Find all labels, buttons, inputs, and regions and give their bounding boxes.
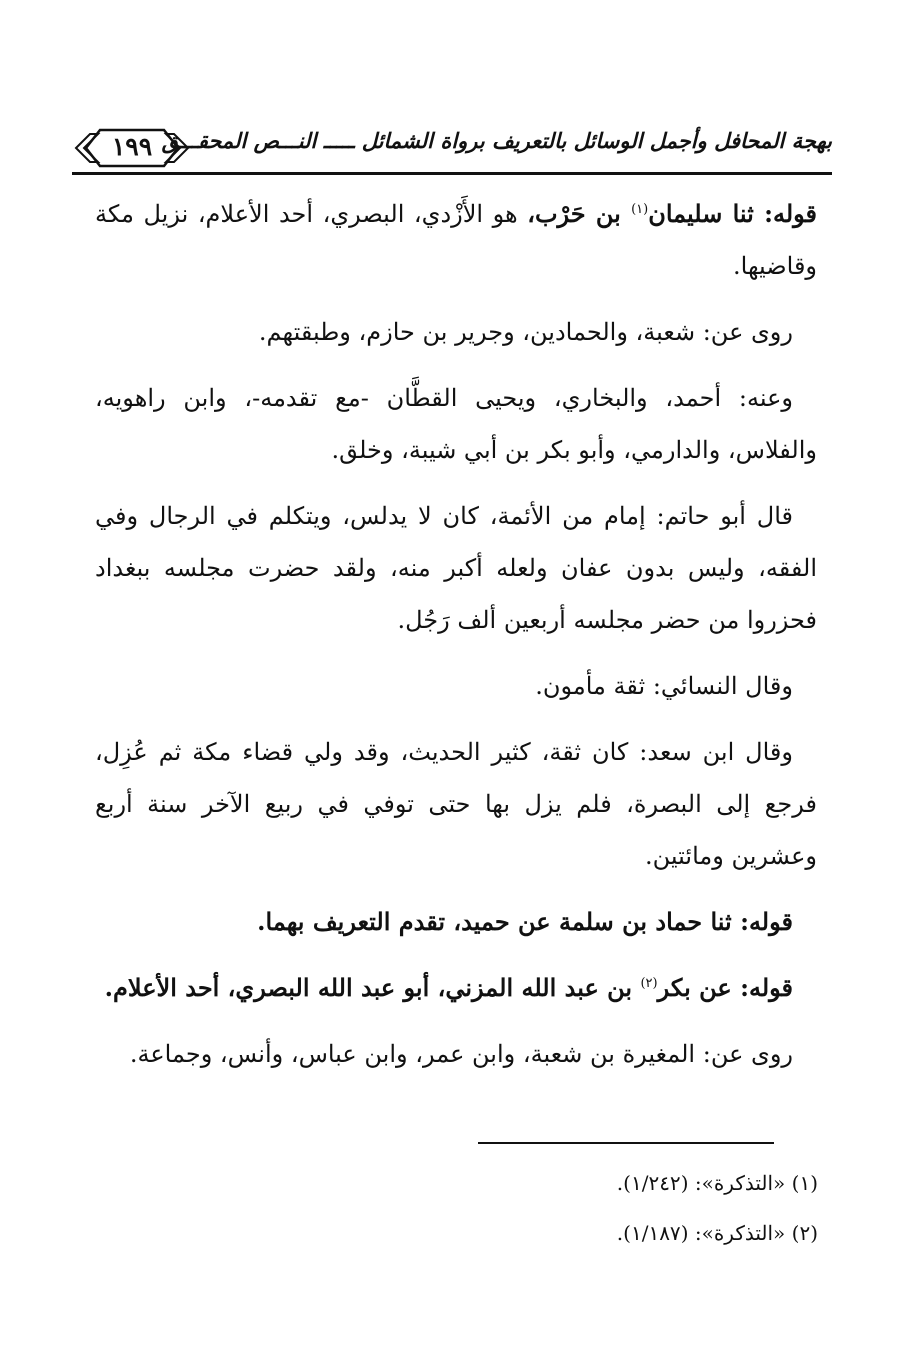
footnote-ref-1[interactable]: (١) <box>631 202 649 217</box>
running-header <box>72 120 832 176</box>
footnote-1: (١) «التذكرة»: (١/٢٤٢). <box>616 1171 818 1195</box>
paragraph-narrators: وعنه: أحمد، والبخاري، ويحيى القطَّان -مع تقدمه-، وابن راهويه، والفلاس، والدارمي، وأبو بكر بن أبي شيبة، وخلق. <box>95 384 817 464</box>
paragraph-lead: قوله: ثنا سليمان <box>648 199 818 228</box>
paragraph-nasai: وقال النسائي: ثقة مأمون. <box>535 672 793 700</box>
footnote-ref-2[interactable]: (٢) <box>640 976 658 991</box>
footnote-divider <box>478 1142 774 1144</box>
paragraph-abu-hatim: قال أبو حاتم: إمام من الأئمة، كان لا يدلس، ويتكلم في الرجال وفي الفقه، وليس بدون عفان ولعله أكبر منه، ولقد حضرت مجلسه ببغداد فحزروا من حضر مجلسه أربعين ألف رَجُل. <box>95 502 817 634</box>
header-divider <box>72 172 832 175</box>
paragraph-ibn-saad: وقال ابن سعد: كان ثقة، كثير الحديث، وقد ولي قضاء مكة ثم عُزِل، فرجع إلى البصرة، فلم يزل بها حتى توفي في ربيع الآخر سنة أربع وعشرين ومائتين. <box>95 738 817 870</box>
footnotes <box>400 1158 818 1258</box>
paragraph-bakr <box>95 962 817 1014</box>
paragraph-hammad: قوله: ثنا حماد بن سلمة عن حميد، تقدم التعريف بهما. <box>257 907 793 936</box>
page-number: ١٩٩ <box>111 132 153 161</box>
running-header-title: بهجة المحافل وأجمل الوسائل بالتعريف برواة الشمائل ـــــ النـــص المحقـــق <box>161 128 832 153</box>
main-text <box>95 188 817 1094</box>
paragraph-lead: قوله: عن بكر <box>657 973 793 1002</box>
paragraph-lead-tail: بن عبد الله المزني، أبو عبد الله البصري، أحد الأعلام. <box>104 973 641 1002</box>
paragraph-sulayman <box>95 188 817 292</box>
paragraph-text: هو الأَزْدي، البصري، أحد الأعلام، نزيل مكة وقاضيها. <box>95 200 817 280</box>
paragraph-narrated-from: روى عن: شعبة، والحمادين، وجرير بن حازم، وطبقتهم. <box>258 318 793 346</box>
paragraph-bakr-narrated-from: روى عن: المغيرة بن شعبة، وابن عمر، وابن عباس، وأنس، وجماعة. <box>129 1040 793 1068</box>
paragraph-lead-tail: بن حَرْب، <box>527 199 632 228</box>
footnote-2: (٢) «التذكرة»: (١/١٨٧). <box>616 1221 818 1245</box>
